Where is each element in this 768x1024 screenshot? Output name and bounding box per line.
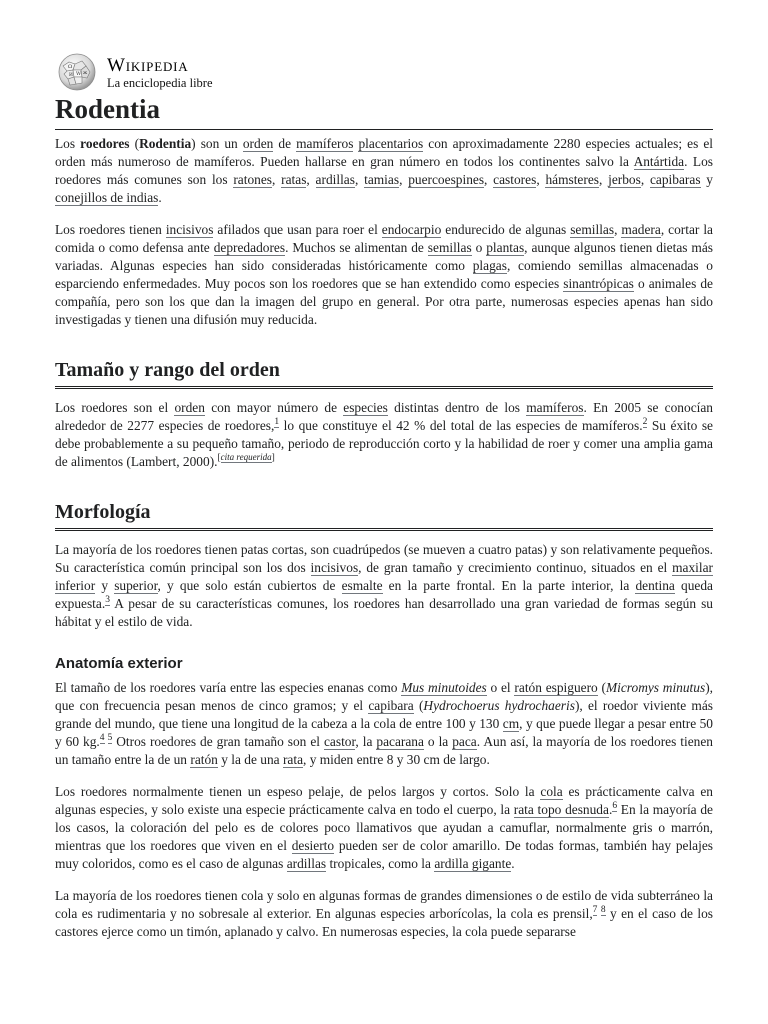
svg-text:W: W xyxy=(76,71,82,77)
link[interactable]: placentarios xyxy=(358,136,424,151)
article xyxy=(55,90,713,955)
reference[interactable]: 1 xyxy=(274,417,280,427)
reference[interactable]: 4 5 xyxy=(99,733,113,743)
link[interactable]: paca xyxy=(452,734,477,749)
link[interactable]: especies xyxy=(343,400,388,415)
link[interactable]: incisivos xyxy=(165,222,214,237)
link[interactable]: semillas xyxy=(427,240,472,255)
link[interactable]: orden xyxy=(174,400,205,415)
link[interactable]: incisivos xyxy=(310,560,359,575)
link[interactable]: mamíferos xyxy=(296,136,354,151)
reference[interactable]: 3 xyxy=(105,595,110,605)
link[interactable]: conejillos de indias xyxy=(55,190,159,205)
intro-paragraph-2: Los roedores tienen incisivos afilados que usan para roer el endocarpio endurecido de algunas semillas, madera, cortar la comida o como defensa ante depredadores. Muchos se alimentan de semillas o plantas, aunque algunos tienen dietas más variadas. Algunas especies han sido consideradas históricamente como plagas, comiendo semillas almacenadas o esparciendo enfermedades. Muy pocos son los roedores que se han extendido como especies sinantrópicas o animales de compañía, pero son los que dan la imagen del grupo en general. Por otra parte, numerosas especies apenas han sido investigadas y tienen una difusión muy reducida. xyxy=(55,222,714,327)
brand-tagline: La enciclopedia libre xyxy=(107,75,213,90)
link[interactable]: desierto xyxy=(291,838,335,853)
link[interactable]: ratas xyxy=(281,172,307,187)
svg-text:И: И xyxy=(69,73,73,78)
brand-name: Wikipedia xyxy=(107,54,189,76)
subsection-heading-anatomy: Anatomía exterior xyxy=(55,655,183,672)
link[interactable]: superior xyxy=(114,578,158,593)
brand[interactable] xyxy=(107,55,213,90)
section-heading-morphology: Morfología xyxy=(55,498,713,531)
link[interactable]: rata topo desnuda xyxy=(513,802,609,817)
link[interactable]: ratón xyxy=(190,752,218,767)
link[interactable]: endocarpio xyxy=(381,222,442,237)
link[interactable]: tamias xyxy=(364,172,400,187)
intro-paragraph-1: Los roedores (Rodentia) son un orden de mamíferos placentarios con aproximadamente 2280 especies actuales; es el orden más numeroso de mamíferos. Pueden hallarse en gran número en todos los continentes salvo la Antártida. Los roedores más comunes son los ratones, ratas, ardillas, tamias, puercoespines, castores, hámsteres, jerbos, capibaras y conejillos de indias. xyxy=(55,136,714,205)
anatomy-paragraph-2: Los roedores normalmente tienen un espeso pelaje, de pelos largos y cortos. Solo la cola es prácticamente calva en algunas especies, y solo existe una especie prácticamente calva en todo el cuerpo, la rata topo desnuda.$^6$ En la mayoría de los casos, la coloración del pelo es de colores poco llamativos que ayudan a camuflar, normalmente gris o marrón, mientras que los roedores que viven en el desierto pueden ser de color amarillo. De todas formas, también hay pelajes muy coloridos, como es el caso de algunas ardillas tropicales, como la ardilla gigante. xyxy=(55,784,713,871)
citation-needed[interactable]: [cita requerida] xyxy=(217,452,275,463)
wikipedia-globe-icon[interactable] xyxy=(55,52,99,92)
svg-text:Ω: Ω xyxy=(68,64,73,70)
site-header xyxy=(55,52,213,92)
link[interactable]: rata xyxy=(282,752,304,767)
reference[interactable]: 2 xyxy=(642,417,648,427)
link[interactable]: capibara xyxy=(368,698,414,713)
link[interactable]: ratones xyxy=(233,172,273,187)
link[interactable]: ardillas xyxy=(315,172,355,187)
link[interactable]: puercoespines xyxy=(408,172,485,187)
link[interactable]: cola xyxy=(540,784,563,799)
morphology-paragraph: La mayoría de los roedores tienen patas cortas, son cuadrúpedos (se mueven a cuatro patas) y son relativamente pequeños. Su característica común principal son los dos incisivos, de gran tamaño y crecimiento continuo, situados en el maxilar inferior y superior, y que solo están cubiertos de esmalte en la parte frontal. En la parte interior, la dentina queda expuesta.$^3$ A pesar de su características comunes, los roedores han desarrollado una gran variedad de formas según su hábitat y el estilo de vida. xyxy=(55,542,714,629)
size-paragraph: Los roedores son el orden con mayor número de especies distintas dentro de los mamíferos. En 2005 se conocían alrededor de 2277 especies de roedores,$^1$ lo que constituye el 42 % del total de las especies de mamíferos.$^2$ Su éxito se debe probablemente a su pequeño tamaño, periodo de reproducción corto y la habilidad de roer y comer una amplia gama de alimentos (Lambert, 2000).[cita requerida] xyxy=(55,400,713,469)
link[interactable]: Mus minutoides xyxy=(401,680,487,695)
link[interactable]: plagas xyxy=(472,258,507,273)
svg-text:ж: ж xyxy=(83,71,88,76)
link[interactable]: ardillas xyxy=(286,856,327,871)
link[interactable]: semillas xyxy=(570,222,615,237)
link[interactable]: plantas xyxy=(486,240,525,255)
link[interactable]: hámsteres xyxy=(545,172,599,187)
link[interactable]: ardilla gigante xyxy=(434,856,512,871)
link[interactable]: sinantrópicas xyxy=(563,276,634,291)
link[interactable]: dentina xyxy=(635,578,675,593)
link[interactable]: esmalte xyxy=(341,578,383,593)
link[interactable]: madera xyxy=(621,222,661,237)
link[interactable]: ratón espiguero xyxy=(514,680,598,695)
link[interactable]: maxilar inferior xyxy=(55,560,714,593)
link[interactable]: depredadores xyxy=(213,240,286,255)
link[interactable]: Antártida xyxy=(633,154,685,169)
link[interactable]: capibaras xyxy=(649,172,701,187)
link[interactable]: mamíferos xyxy=(526,400,584,415)
section-heading-size: Tamaño y rango del orden xyxy=(55,356,713,389)
link[interactable]: cm xyxy=(502,716,520,731)
link[interactable]: castores xyxy=(493,172,537,187)
reference[interactable]: 6 xyxy=(612,801,618,811)
link[interactable]: pacarana xyxy=(376,734,424,749)
anatomy-paragraph-3: La mayoría de los roedores tienen cola y solo en algunas formas de grandes dimensiones o de estilo de vida subterráneo la cola es rudimentaria y no sobresale al exterior. En algunas especies arborícolas, la cola es prensil,$^{7 8}$ y en el caso de los castores ejerce como un timón, aplanado y calvo. En numerosas especies, la cola puede separarse xyxy=(55,888,713,939)
page-title: Rodentia xyxy=(55,90,713,130)
link[interactable]: castor xyxy=(323,734,356,749)
reference[interactable]: 7 8 xyxy=(592,905,606,915)
link[interactable]: orden xyxy=(242,136,274,151)
link[interactable]: jerbos xyxy=(608,172,641,187)
anatomy-paragraph-1: El tamaño de los roedores varía entre las especies enanas como Mus minutoides o el ratón espiguero (Micromys minutus), que con frecuencia pesan menos de cinco gramos; y el capibara (Hydrochoerus hydrochaeris), el roedor viviente más grande del mundo, que tiene una longitud de la cabeza a la cola de entre 100 y 130 cm, y que puede llegar a pesar entre 50 y 60 kg.$^{4 5}$ Otros roedores de gran tamaño son el castor, la pacarana o la paca. Aun así, la mayoría de los roedores tienen un tamaño entre la de un ratón y la de una rata, y miden entre 8 y 30 cm de largo. xyxy=(55,680,714,767)
